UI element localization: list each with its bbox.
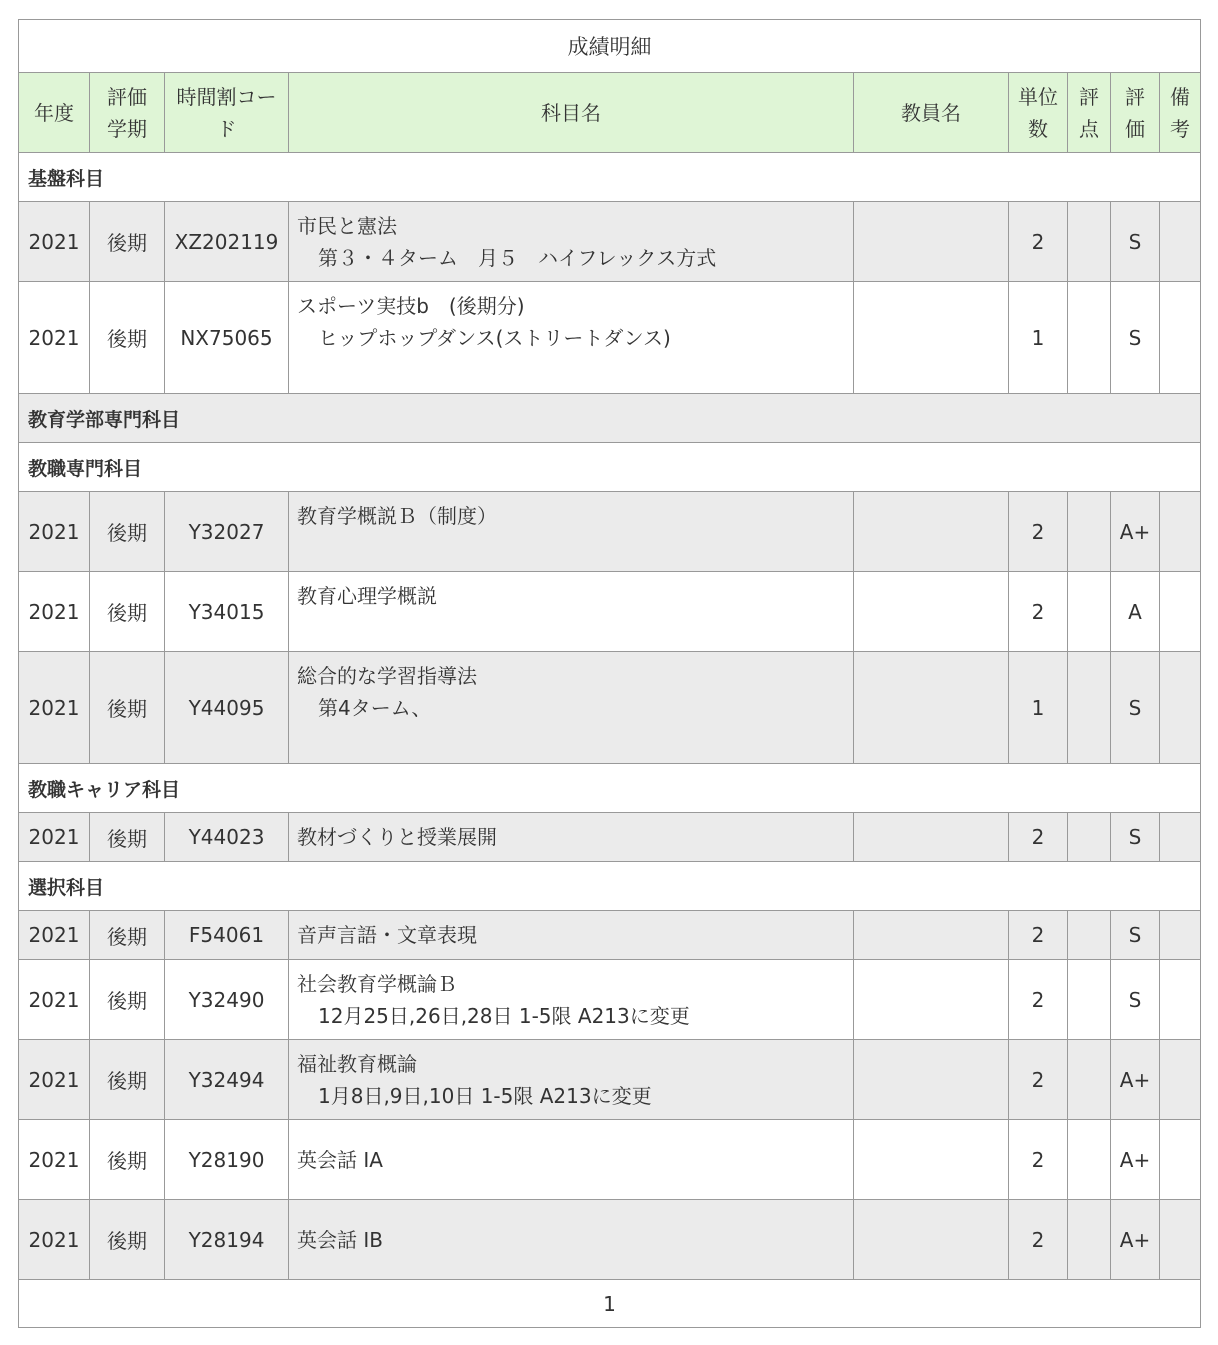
cell-teacher xyxy=(854,1200,1009,1280)
subject-name: 教育心理学概説 xyxy=(297,584,437,608)
cell-credits: 2 xyxy=(1009,960,1068,1040)
cell-subject xyxy=(289,652,854,764)
cell-credits: 2 xyxy=(1009,1040,1068,1120)
cell-credits: 2 xyxy=(1009,202,1068,282)
cell-grade: A xyxy=(1111,572,1160,652)
cell-subject xyxy=(289,282,854,394)
subject-name: 音声言語・文章表現 xyxy=(297,923,477,947)
table-row xyxy=(19,572,1201,652)
cell-code: Y44023 xyxy=(165,813,289,862)
cell-term: 後期 xyxy=(90,1040,165,1120)
cell-subject xyxy=(289,1040,854,1120)
cell-code: Y28194 xyxy=(165,1200,289,1280)
cell-grade: A+ xyxy=(1111,1040,1160,1120)
cell-grade: S xyxy=(1111,813,1160,862)
cell-remarks xyxy=(1160,1200,1201,1280)
cell-year: 2021 xyxy=(19,652,90,764)
table-row xyxy=(19,202,1201,282)
cell-code: Y28190 xyxy=(165,1120,289,1200)
table-row xyxy=(19,1120,1201,1200)
subject-name: スポーツ実技b (後期分) xyxy=(297,294,525,318)
cell-code: Y32490 xyxy=(165,960,289,1040)
cell-remarks xyxy=(1160,911,1201,960)
cell-teacher xyxy=(854,1120,1009,1200)
cell-subject xyxy=(289,492,854,572)
category-row-kyoshoku: 教職専門科目 xyxy=(19,443,1201,492)
table-row xyxy=(19,1040,1201,1120)
cell-teacher xyxy=(854,202,1009,282)
category-row-kiban: 基盤科目 xyxy=(19,153,1201,202)
cell-term: 後期 xyxy=(90,813,165,862)
cell-subject xyxy=(289,1120,854,1200)
cell-score xyxy=(1068,813,1111,862)
cell-grade: A+ xyxy=(1111,1200,1160,1280)
cell-credits: 2 xyxy=(1009,1120,1068,1200)
subject-note: 1月8日,9日,10日 1-5限 A213に変更 xyxy=(318,1084,652,1108)
table-row xyxy=(19,282,1201,394)
cell-remarks xyxy=(1160,1040,1201,1120)
cell-code: F54061 xyxy=(165,911,289,960)
cell-subject xyxy=(289,911,854,960)
cell-term: 後期 xyxy=(90,911,165,960)
subject-name: 総合的な学習指導法 xyxy=(297,664,477,688)
cell-year: 2021 xyxy=(19,960,90,1040)
cell-score xyxy=(1068,492,1111,572)
cell-code: Y34015 xyxy=(165,572,289,652)
subject-note: 12月25日,26日,28日 1-5限 A213に変更 xyxy=(318,1004,690,1028)
cell-score xyxy=(1068,202,1111,282)
cell-subject xyxy=(289,960,854,1040)
cell-teacher xyxy=(854,960,1009,1040)
pagination-page[interactable]: 1 xyxy=(19,1280,1201,1328)
header-code: 時間割コー ド xyxy=(165,73,289,153)
cell-year: 2021 xyxy=(19,572,90,652)
cell-term: 後期 xyxy=(90,1200,165,1280)
cell-year: 2021 xyxy=(19,1040,90,1120)
category-row-senmon: 教育学部専門科目 xyxy=(19,394,1201,443)
cell-year: 2021 xyxy=(19,813,90,862)
cell-year: 2021 xyxy=(19,202,90,282)
cell-score xyxy=(1068,282,1111,394)
cell-remarks xyxy=(1160,572,1201,652)
cell-subject xyxy=(289,572,854,652)
cell-year: 2021 xyxy=(19,1120,90,1200)
cell-credits: 2 xyxy=(1009,492,1068,572)
cell-grade: S xyxy=(1111,202,1160,282)
cell-remarks xyxy=(1160,813,1201,862)
cell-grade: S xyxy=(1111,652,1160,764)
cell-subject xyxy=(289,813,854,862)
cell-year: 2021 xyxy=(19,1200,90,1280)
cell-grade: S xyxy=(1111,960,1160,1040)
cell-credits: 1 xyxy=(1009,652,1068,764)
cell-score xyxy=(1068,652,1111,764)
category-row-career: 教職キャリア科目 xyxy=(19,764,1201,813)
cell-term: 後期 xyxy=(90,202,165,282)
cell-term: 後期 xyxy=(90,960,165,1040)
cell-teacher xyxy=(854,572,1009,652)
cell-year: 2021 xyxy=(19,492,90,572)
header-teacher: 教員名 xyxy=(854,73,1009,153)
cell-term: 後期 xyxy=(90,572,165,652)
category-row-sentaku: 選択科目 xyxy=(19,862,1201,911)
cell-teacher xyxy=(854,813,1009,862)
cell-score xyxy=(1068,1120,1111,1200)
cell-score xyxy=(1068,1200,1111,1280)
cell-credits: 2 xyxy=(1009,1200,1068,1280)
subject-name: 英会話 IA xyxy=(297,1147,383,1172)
cell-term: 後期 xyxy=(90,1120,165,1200)
cell-remarks xyxy=(1160,652,1201,764)
subject-name: 市民と憲法 xyxy=(297,214,397,238)
table-row xyxy=(19,1200,1201,1280)
cell-grade: S xyxy=(1111,282,1160,394)
cell-remarks xyxy=(1160,1120,1201,1200)
grade-table xyxy=(18,19,1201,1328)
cell-score xyxy=(1068,911,1111,960)
table-row xyxy=(19,492,1201,572)
cell-remarks xyxy=(1160,960,1201,1040)
cell-remarks xyxy=(1160,202,1201,282)
cell-score xyxy=(1068,960,1111,1040)
subject-note: 第３・４ターム 月５ ハイフレックス方式 xyxy=(318,246,717,270)
subject-name: 教育学概説Ｂ（制度） xyxy=(297,504,497,528)
cell-credits: 2 xyxy=(1009,911,1068,960)
header-credits: 単位 数 xyxy=(1009,73,1068,153)
subject-name: 英会話 IB xyxy=(297,1227,383,1252)
cell-code: Y32494 xyxy=(165,1040,289,1120)
subject-note: 第4ターム、 xyxy=(318,696,432,720)
cell-credits: 2 xyxy=(1009,572,1068,652)
cell-teacher xyxy=(854,492,1009,572)
table-row xyxy=(19,960,1201,1040)
header-subject: 科目名 xyxy=(289,73,854,153)
cell-grade: S xyxy=(1111,911,1160,960)
grade-details xyxy=(18,19,1200,1328)
subject-name: 教材づくりと授業展開 xyxy=(297,825,497,849)
cell-code: Y32027 xyxy=(165,492,289,572)
subject-note: ヒップホップダンス(ストリートダンス) xyxy=(318,326,671,350)
display-count-bar xyxy=(968,0,1190,8)
cell-subject xyxy=(289,1200,854,1280)
subject-name: 福祉教育概論 xyxy=(297,1052,417,1076)
cell-term: 後期 xyxy=(90,492,165,572)
cell-code: Y44095 xyxy=(165,652,289,764)
subject-name: 社会教育学概論Ｂ xyxy=(297,972,457,996)
cell-credits: 1 xyxy=(1009,282,1068,394)
cell-code: XZ202119 xyxy=(165,202,289,282)
cell-grade: A+ xyxy=(1111,1120,1160,1200)
table-row xyxy=(19,652,1201,764)
header-score: 評 点 xyxy=(1068,73,1111,153)
table-row xyxy=(19,911,1201,960)
table-row xyxy=(19,813,1201,862)
cell-year: 2021 xyxy=(19,911,90,960)
cell-score xyxy=(1068,572,1111,652)
cell-teacher xyxy=(854,652,1009,764)
cell-teacher xyxy=(854,1040,1009,1120)
cell-term: 後期 xyxy=(90,652,165,764)
table-header-row xyxy=(19,73,1201,153)
table-caption: 成績明細 xyxy=(19,20,1201,73)
cell-teacher xyxy=(854,282,1009,394)
header-term: 評価 学期 xyxy=(90,73,165,153)
cell-remarks xyxy=(1160,492,1201,572)
cell-credits: 2 xyxy=(1009,813,1068,862)
cell-year: 2021 xyxy=(19,282,90,394)
cell-teacher xyxy=(854,911,1009,960)
cell-remarks xyxy=(1160,282,1201,394)
cell-subject xyxy=(289,202,854,282)
header-grade: 評 価 xyxy=(1111,73,1160,153)
cell-code: NX75065 xyxy=(165,282,289,394)
cell-term: 後期 xyxy=(90,282,165,394)
cell-grade: A+ xyxy=(1111,492,1160,572)
header-year: 年度 xyxy=(19,73,90,153)
header-remarks: 備 考 xyxy=(1160,73,1201,153)
cell-score xyxy=(1068,1040,1111,1120)
